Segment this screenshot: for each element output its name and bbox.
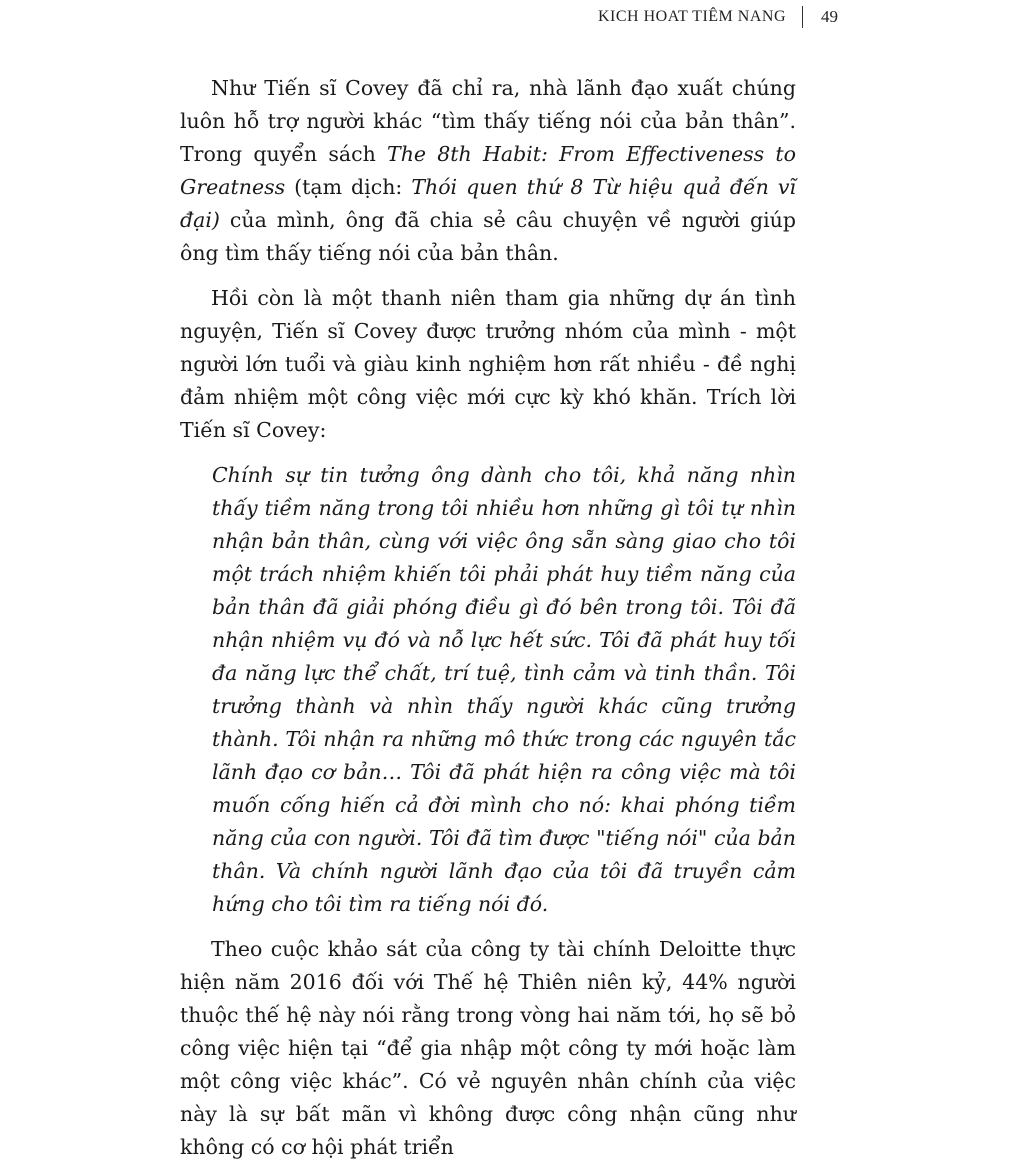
header-divider (802, 6, 803, 28)
page-header (598, 6, 838, 28)
body-text (180, 72, 796, 1164)
paragraph-4: Theo cuộc khảo sát của công ty tài chính Deloitte thực hiện năm 2016 đối với Thế hệ Thiên niên kỷ, 44% người thuộc thế hệ này nói rằng trong vòng hai năm tới, họ sẽ bỏ công việc hiện tại “để gia nhập một công ty mới hoặc làm một công việc khác”. Có vẻ nguyên nhân chính của việc này là sự bất mãn vì không được công nhận cũng như không có cơ hội phát triển (180, 937, 796, 1159)
paragraph-1-mid: (tạm dịch: (285, 175, 412, 199)
block-quote: Chính sự tin tưởng ông dành cho tôi, khả năng nhìn thấy tiềm năng trong tôi nhiều hơn những gì tôi tự nhìn nhận bản thân, cùng với việc ông sẵn sàng giao cho tôi một trách nhiệm khiến tôi phải phát huy tiềm năng của bản thân đã giải phóng điều gì đó bên trong tôi. Tôi đã nhận nhiệm vụ đó và nỗ lực hết sức. Tôi đã phát huy tối đa năng lực thể chất, trí tuệ, tình cảm và tinh thần. Tôi trưởng thành và nhìn thấy người khác cũng trưởng thành. Tôi nhận ra những mô thức trong các nguyên tắc lãnh đạo cơ bản… Tôi đã phát hiện ra công việc mà tôi muốn cống hiến cả đời mình cho nó: khai phóng tiềm năng của con người. Tôi đã tìm được "tiếng nói" của bản thân. Và chính người lãnh đạo của tôi đã truyền cảm hứng cho tôi tìm ra tiếng nói đó. (212, 463, 796, 916)
paragraph-1-pre: Như Tiến sĩ Covey đã chỉ ra, nhà lãnh đạo xuất chúng luôn hỗ trợ người khác “tìm thấy tiếng nói của bản thân”. Trong quyển sách (180, 76, 796, 166)
book-title-english: The 8th Habit: From Effectiveness to Greatness (180, 142, 796, 199)
paragraph-1 (180, 72, 796, 270)
paragraph-1-post: của mình, ông đã chia sẻ câu chuyện về người giúp ông tìm thấy tiếng nói của bản thân. (180, 208, 796, 265)
page-number: 49 (821, 7, 838, 26)
running-head: KICH HOAT TIÊM NANG (597, 8, 786, 25)
paragraph-2: Hồi còn là một thanh niên tham gia những dự án tình nguyện, Tiến sĩ Covey được trưởng nhóm của mình - một người lớn tuổi và giàu kinh nghiệm hơn rất nhiều - đề nghị đảm nhiệm một công việc mới cực kỳ khó khăn. Trích lời Tiến sĩ Covey: (180, 286, 796, 442)
book-title-vietnamese: Thói quen thứ 8 Từ hiệu quả đến vĩ đại) (180, 175, 796, 232)
